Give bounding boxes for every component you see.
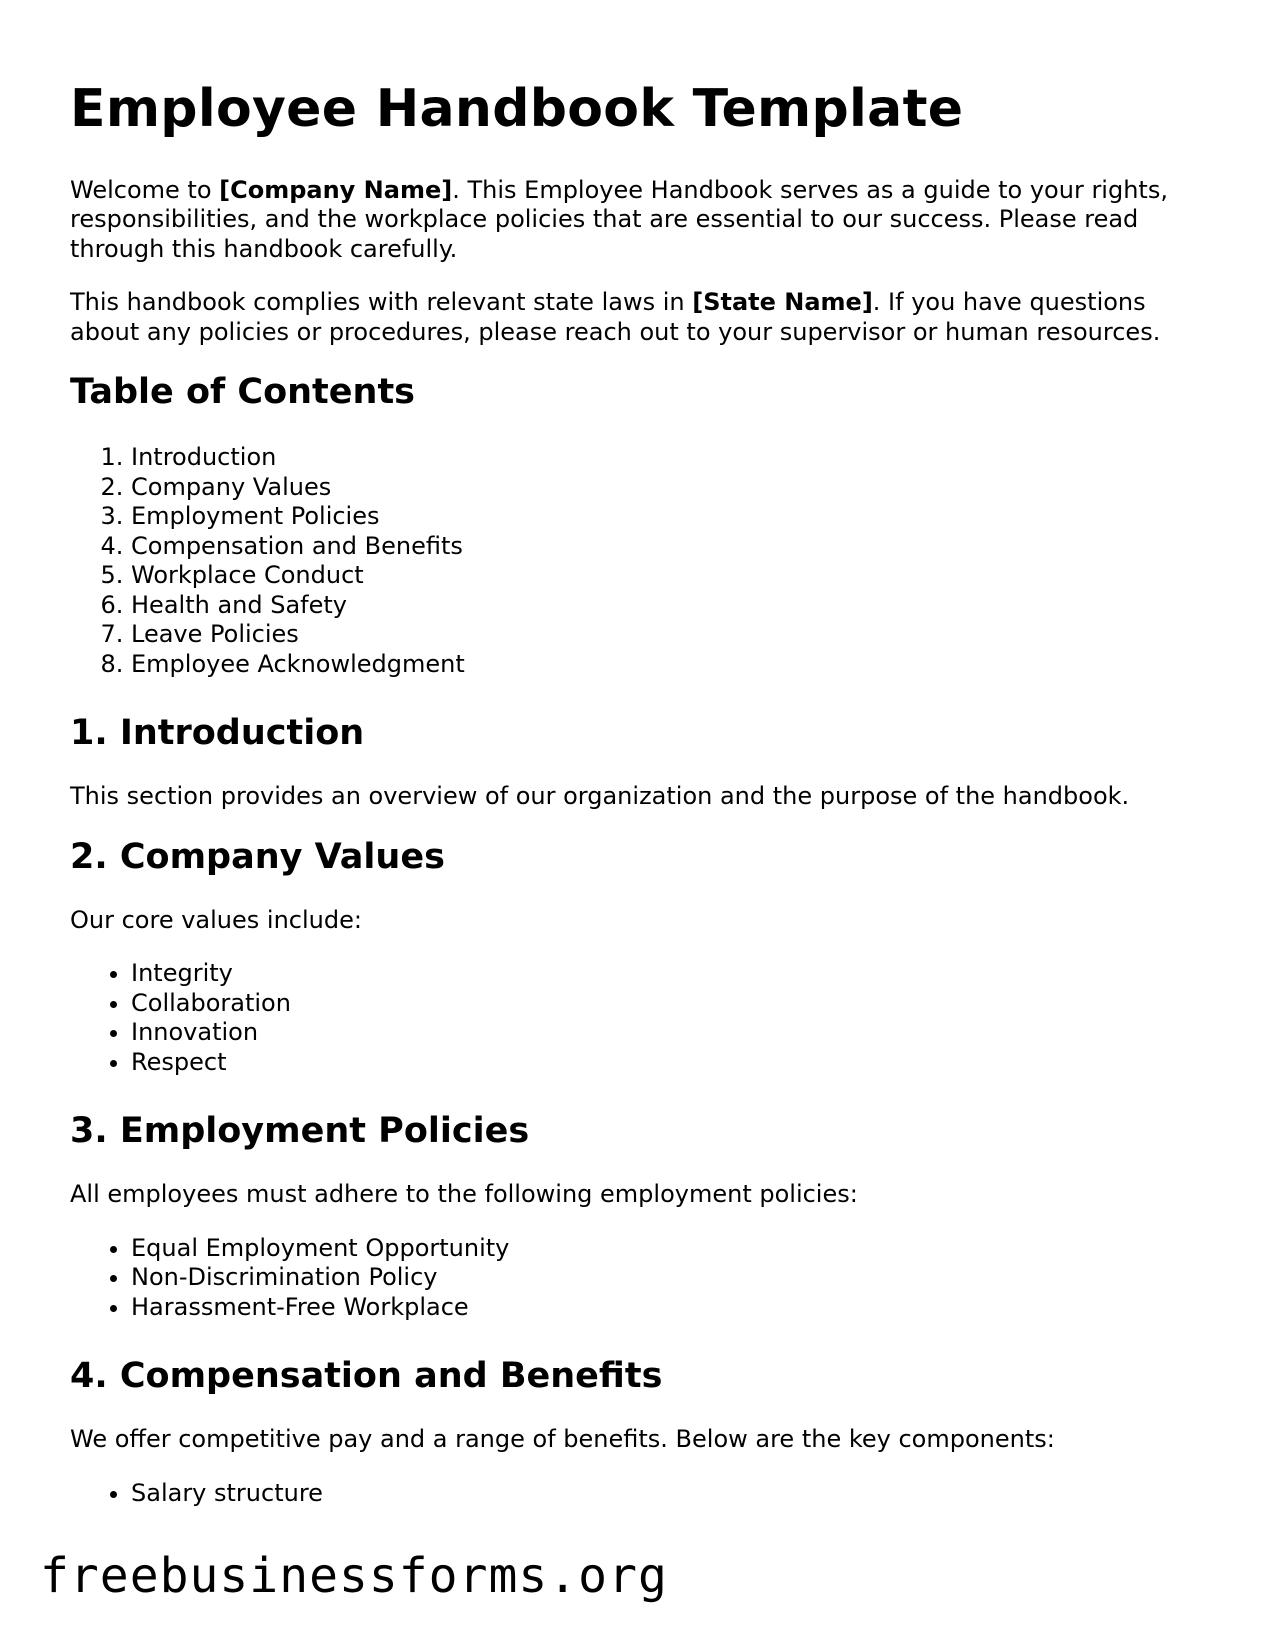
toc-heading: Table of Contents [70, 372, 416, 413]
intro-p2-text-end: . If you have questions about any policies or procedures, please reach out to your supervisor or human resources. [70, 288, 1161, 346]
intro-paragraph-2 [70, 288, 1200, 347]
list-item: • Non-Discrimination Policy [131, 1263, 1200, 1293]
employment-policies-text: All employees must adhere to the following employment policies: [70, 1180, 858, 1209]
list-item: • Collaboration [131, 989, 1200, 1019]
employment-policies-heading: 3. Employment Policies [70, 1111, 530, 1152]
state-name-placeholder: [State Name] [692, 288, 873, 317]
compensation-heading: 4. Compensation and Benefits [70, 1356, 663, 1397]
company-values-list [70, 959, 1200, 1077]
intro-p2-text-start: This handbook complies with relevant state laws in [70, 288, 693, 317]
intro-p1-text-end: . This Employee Handbook serves as a guide to your rights, responsibilities, and the workplace policies that are essential to our success. Please read through this handbook carefully. [70, 175, 1168, 263]
toc-list [70, 443, 1200, 679]
introduction-heading: 1. Introduction [70, 713, 365, 754]
toc-item: 8. Employee Acknowledgment [131, 650, 1200, 680]
toc-item: 7. Leave Policies [131, 620, 1200, 650]
introduction-text: This section provides an overview of our organization and the purpose of the handbook. [70, 782, 1130, 811]
toc-item: 2. Company Values [131, 473, 1200, 503]
list-item: • Equal Employment Opportunity [131, 1234, 1200, 1264]
list-item: • Respect [131, 1048, 1200, 1078]
compensation-list [70, 1479, 1200, 1509]
intro-p1-text-start: Welcome to [70, 175, 220, 204]
list-item: • Harassment-Free Workplace [131, 1293, 1200, 1323]
employment-policies-list [70, 1234, 1200, 1323]
toc-item: 6. Health and Safety [131, 591, 1200, 621]
toc-item: 5. Workplace Conduct [131, 561, 1200, 591]
company-values-heading: 2. Company Values [70, 836, 445, 877]
document-page [70, 80, 1200, 1541]
toc-item: 3. Employment Policies [131, 502, 1200, 532]
company-values-text: Our core values include: [70, 905, 362, 934]
compensation-text: We offer competitive pay and a range of benefits. Below are the key components: [70, 1425, 1055, 1454]
company-name-placeholder: [Company Name] [219, 175, 453, 204]
list-item: • Salary structure [131, 1479, 1200, 1509]
watermark: freebusinessforms.org [40, 1548, 668, 1604]
document-title: Employee Handbook Template [70, 79, 964, 139]
list-item: • Integrity [131, 959, 1200, 989]
list-item: • Innovation [131, 1018, 1200, 1048]
toc-item: 1. Introduction [131, 443, 1200, 473]
intro-paragraph-1 [70, 176, 1200, 265]
toc-item: 4. Compensation and Benefits [131, 532, 1200, 562]
